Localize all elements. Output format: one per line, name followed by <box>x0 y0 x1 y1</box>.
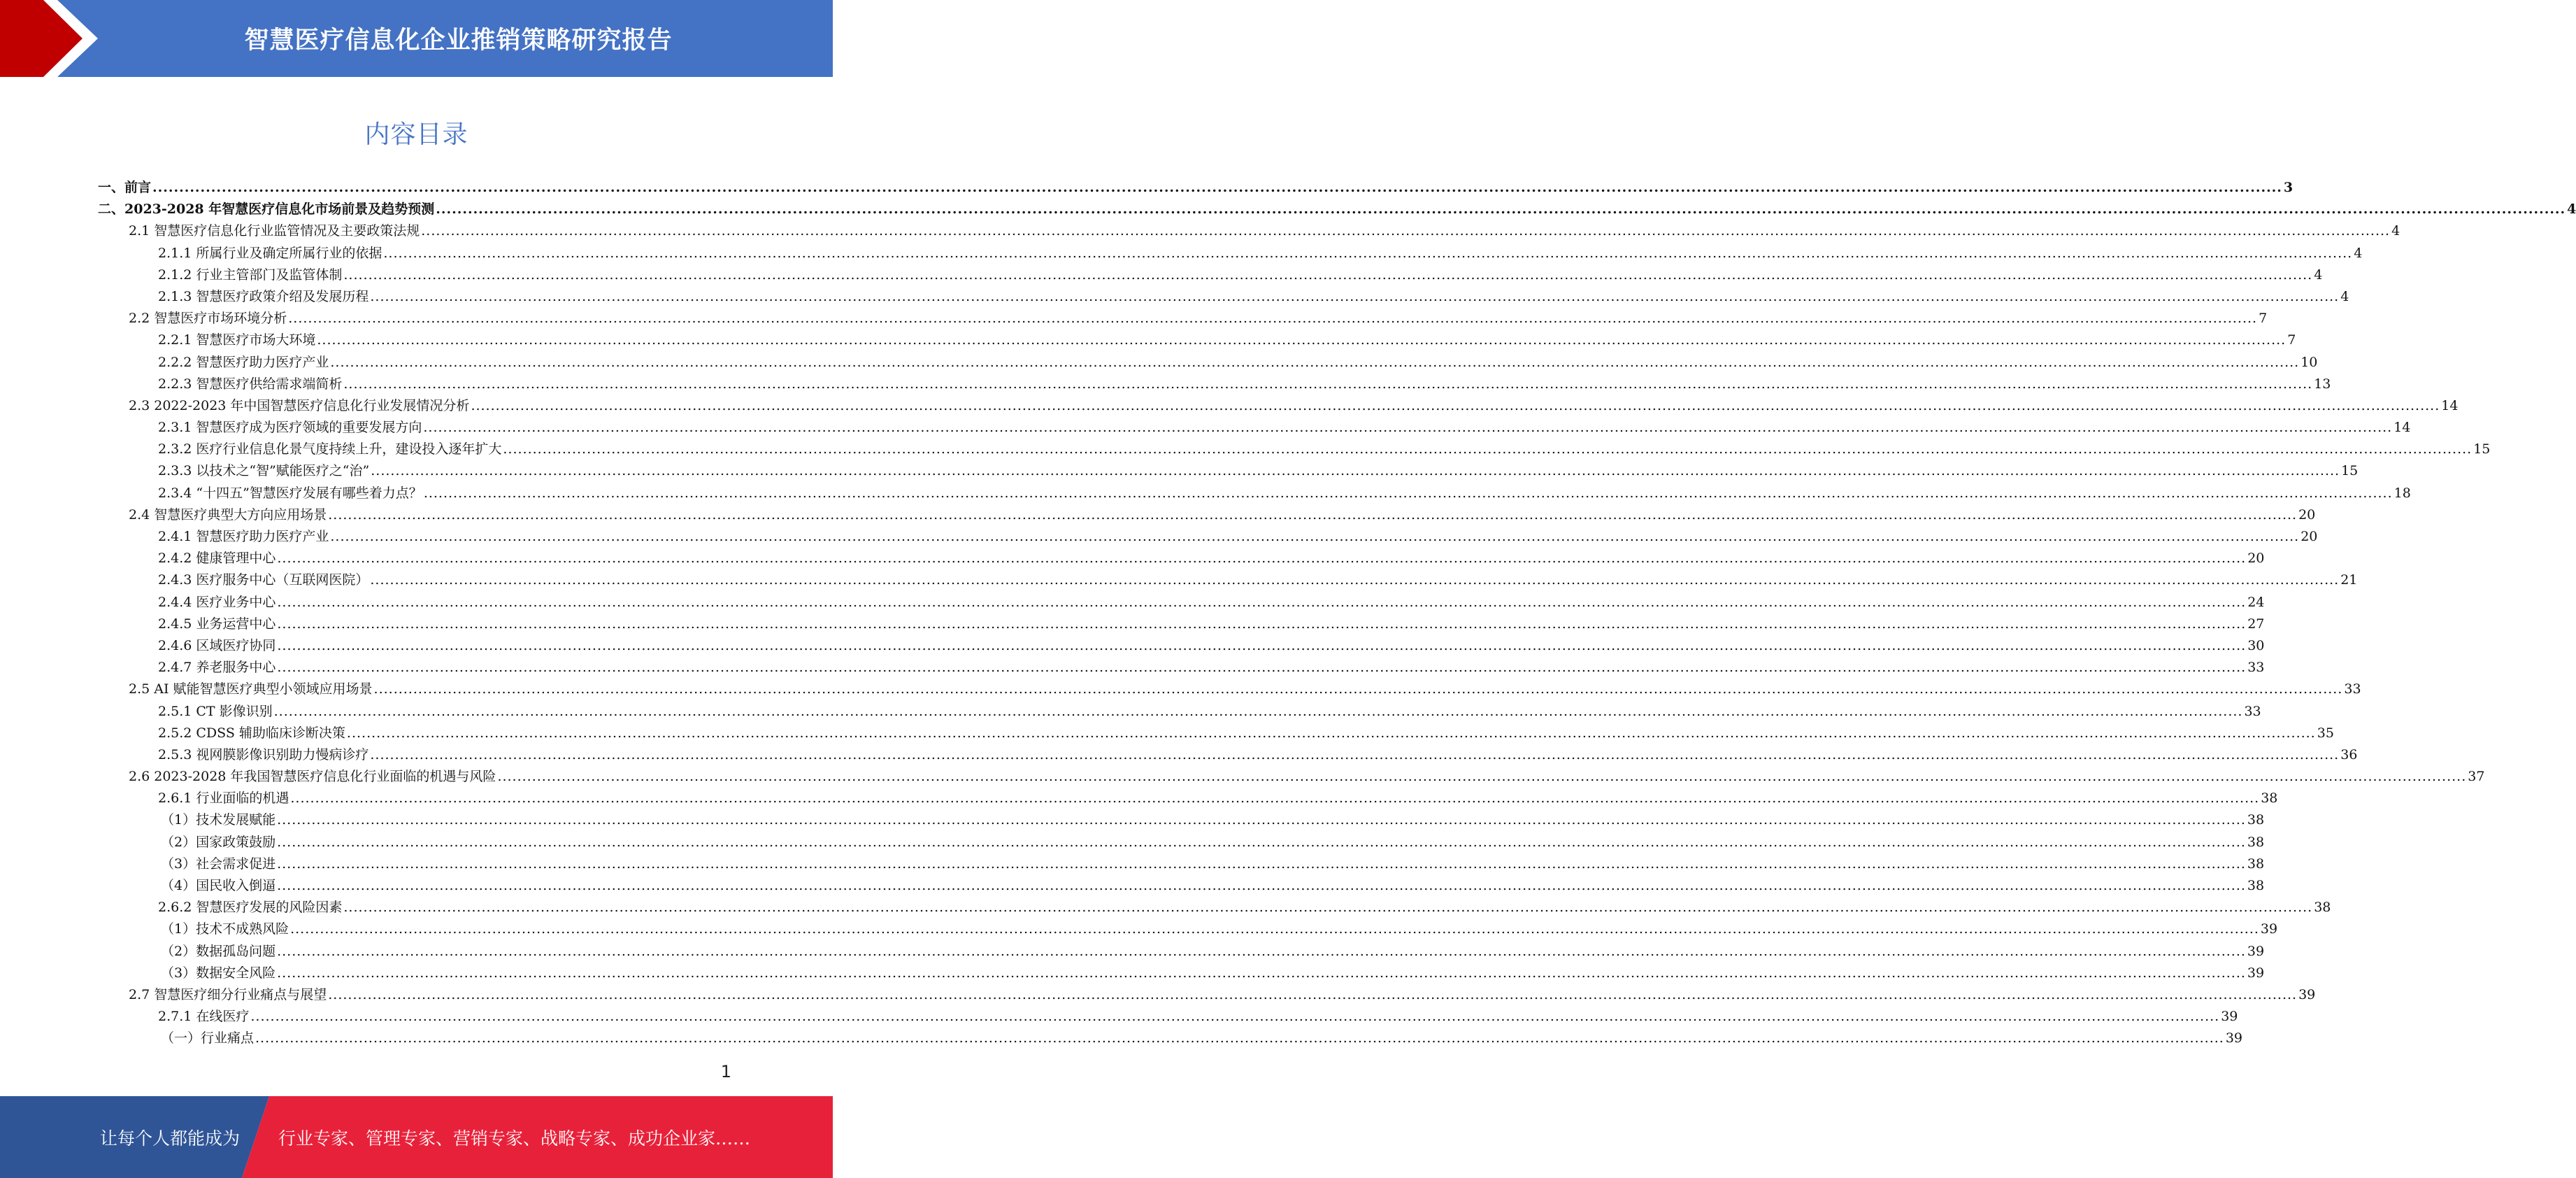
toc-entry[interactable] <box>98 788 2278 809</box>
toc-entry-label: 2.1 智慧医疗信息化行业监管情况及主要政策法规 <box>129 223 420 239</box>
toc-entry[interactable] <box>98 1006 2238 1028</box>
toc-entry[interactable] <box>98 220 2400 242</box>
toc-entry-page: 7 <box>2259 311 2268 327</box>
toc-dot-leader: ................................................................................................................................................................................................................................................................................................................................................................................................................ <box>290 921 2259 937</box>
footer-slogan-right: 行业专家、管理专家、营销专家、战略专家、成功企业家…… <box>278 1128 751 1149</box>
toc-entry-label: 2.3 2022-2023 年中国智慧医疗信息化行业发展情况分析 <box>129 397 470 413</box>
toc-entry-page: 20 <box>2300 529 2318 544</box>
toc-entry[interactable] <box>98 963 2265 984</box>
toc-entry-label: 2.7.1 在线医疗 <box>158 1009 250 1025</box>
toc-dot-leader: ................................................................................................................................................................................................................................................................................................................................................................................................................ <box>370 572 2340 588</box>
report-title: 智慧医疗信息化企业推销策略研究报告 <box>244 27 673 55</box>
footer-slogan-left: 让每个人都能成为 <box>100 1128 241 1149</box>
toc-entry-label: 2.4.7 养老服务中心 <box>158 660 276 676</box>
toc-entry-label: 2.2.2 智慧医疗助力医疗产业 <box>158 354 329 370</box>
toc-heading: 内容目录 <box>364 120 468 149</box>
toc-dot-leader: ................................................................................................................................................................................................................................................................................................................................................................................................................ <box>423 420 2393 436</box>
toc-dot-leader: ................................................................................................................................................................................................................................................................................................................................................................................................................ <box>343 900 2313 916</box>
toc-dot-leader: ................................................................................................................................................................................................................................................................................................................................................................................................................ <box>371 463 2340 479</box>
toc-entry-label: （4）国民收入倒逼 <box>161 878 276 893</box>
toc-entry-label: 2.4.3 医疗服务中心（互联网医院） <box>158 572 369 588</box>
toc-dot-leader: ................................................................................................................................................................................................................................................................................................................................................................................................................ <box>436 201 2566 218</box>
toc-entry-page: 36 <box>2340 746 2358 762</box>
toc-entry[interactable] <box>98 1028 2243 1049</box>
toc-entry-page: 39 <box>2225 1030 2243 1046</box>
toc-entry-label: 2.6 2023-2028 年我国智慧医疗信息化行业面临的机遇与风险 <box>129 769 496 785</box>
table-of-contents <box>98 177 2576 1050</box>
toc-entry-page: 27 <box>2247 616 2265 632</box>
toc-entry-page: 3 <box>2283 180 2294 195</box>
toc-dot-leader: ................................................................................................................................................................................................................................................................................................................................................................................................................ <box>471 397 2440 413</box>
toc-entry[interactable] <box>98 723 2334 744</box>
toc-entry-label: 2.4.1 智慧医疗助力医疗产业 <box>158 529 329 544</box>
toc-entry[interactable] <box>98 526 2318 548</box>
toc-entry[interactable] <box>98 744 2358 766</box>
toc-dot-leader: ................................................................................................................................................................................................................................................................................................................................................................................................................ <box>152 180 2282 195</box>
toc-entry-label: 2.5 AI 赋能智慧医疗典型小领域应用场景 <box>129 681 373 697</box>
toc-entry[interactable] <box>98 592 2265 613</box>
toc-dot-leader: ................................................................................................................................................................................................................................................................................................................................................................................................................ <box>330 529 2300 544</box>
toc-entry-page: 30 <box>2247 637 2265 653</box>
toc-entry[interactable] <box>98 613 2265 635</box>
toc-entry[interactable] <box>98 548 2265 569</box>
toc-entry-page: 38 <box>2247 878 2265 893</box>
toc-dot-leader: ................................................................................................................................................................................................................................................................................................................................................................................................................ <box>497 769 2467 785</box>
toc-entry[interactable] <box>98 374 2331 395</box>
toc-entry-page: 4 <box>2354 245 2363 261</box>
toc-entry[interactable] <box>98 853 2265 875</box>
toc-entry-label: 2.5.1 CT 影像识别 <box>158 703 273 719</box>
toc-entry-page: 38 <box>2247 812 2265 828</box>
toc-entry[interactable] <box>98 177 2294 199</box>
toc-entry-label: 2.3.3 以技术之“智”赋能医疗之“治” <box>158 463 370 479</box>
toc-dot-leader: ................................................................................................................................................................................................................................................................................................................................................................................................................ <box>503 441 2473 457</box>
toc-dot-leader: ................................................................................................................................................................................................................................................................................................................................................................................................................ <box>250 1009 2220 1025</box>
page-number: 1 <box>720 1062 731 1081</box>
toc-entry-page: 4 <box>2340 288 2349 304</box>
toc-entry[interactable] <box>98 809 2265 831</box>
toc-dot-leader: ................................................................................................................................................................................................................................................................................................................................................................................................................ <box>343 267 2313 283</box>
toc-entry-page: 4 <box>2391 223 2400 239</box>
toc-entry-page: 4 <box>2567 201 2576 218</box>
toc-entry[interactable] <box>98 569 2358 591</box>
toc-entry-label: 2.4 智慧医疗典型大方向应用场景 <box>129 506 327 523</box>
toc-entry-label: （3）数据安全风险 <box>161 965 276 981</box>
toc-entry-label: 2.3.2 医疗行业信息化景气度持续上升，建设投入逐年扩大 <box>158 441 502 457</box>
toc-entry[interactable] <box>98 308 2268 329</box>
header-banner <box>0 0 833 77</box>
toc-entry-label: （2）数据孤岛问题 <box>161 943 276 959</box>
toc-dot-leader: ................................................................................................................................................................................................................................................................................................................................................................................................................ <box>343 376 2313 392</box>
toc-entry-page: 38 <box>2261 790 2278 807</box>
toc-entry-page: 35 <box>2317 725 2334 741</box>
toc-entry[interactable] <box>98 875 2265 897</box>
toc-dot-leader: ................................................................................................................................................................................................................................................................................................................................................................................................................ <box>383 245 2353 261</box>
toc-entry[interactable] <box>98 460 2359 482</box>
toc-dot-leader: ................................................................................................................................................................................................................................................................................................................................................................................................................ <box>328 506 2298 523</box>
toc-entry[interactable] <box>98 941 2265 963</box>
toc-entry-label: 2.2.1 智慧医疗市场大环境 <box>158 332 316 348</box>
toc-entry-page: 18 <box>2393 485 2411 501</box>
toc-entry[interactable] <box>98 286 2349 308</box>
toc-entry[interactable] <box>98 832 2265 853</box>
toc-entry[interactable] <box>98 243 2363 264</box>
toc-entry-label: （1）技术发展赋能 <box>161 812 276 828</box>
toc-dot-leader: ................................................................................................................................................................................................................................................................................................................................................................................................................ <box>288 311 2258 327</box>
toc-entry-label: 2.3.1 智慧医疗成为医疗领域的重要发展方向 <box>158 420 422 436</box>
toc-entry[interactable] <box>98 504 2316 526</box>
header-red-arrow <box>0 0 83 77</box>
toc-entry-label: 2.2 智慧医疗市场环境分析 <box>129 311 287 327</box>
toc-dot-leader: ................................................................................................................................................................................................................................................................................................................................................................................................................ <box>277 594 2247 610</box>
toc-entry-page: 39 <box>2247 965 2265 981</box>
toc-entry-page: 7 <box>2287 332 2296 348</box>
toc-entry-label: 一、前言 <box>98 180 152 195</box>
toc-entry-page: 4 <box>2314 267 2323 283</box>
toc-entry[interactable] <box>98 766 2485 788</box>
toc-entry-label: 2.6.1 行业面临的机遇 <box>158 790 289 807</box>
toc-dot-leader: ................................................................................................................................................................................................................................................................................................................................................................................................................ <box>317 332 2287 348</box>
toc-dot-leader: ................................................................................................................................................................................................................................................................................................................................................................................................................ <box>255 1030 2224 1046</box>
toc-entry-label: 2.2.3 智慧医疗供给需求端简析 <box>158 376 343 392</box>
toc-dot-leader: ................................................................................................................................................................................................................................................................................................................................................................................................................ <box>277 856 2246 872</box>
toc-entry-label: 2.1.1 所属行业及确定所属行业的依据 <box>158 245 382 261</box>
toc-entry[interactable] <box>98 918 2278 940</box>
toc-entry-page: 15 <box>2473 441 2491 457</box>
toc-entry-label: 2.3.4 “十四五”智慧医疗发展有哪些着力点？ <box>158 485 422 501</box>
toc-entry-page: 39 <box>2260 921 2278 937</box>
toc-entry-label: （一）行业痛点 <box>161 1030 255 1046</box>
toc-dot-leader: ................................................................................................................................................................................................................................................................................................................................................................................................................ <box>277 834 2246 850</box>
toc-entry-page: 38 <box>2247 834 2265 850</box>
toc-entry-label: 2.5.3 视网膜影像识别助力慢病诊疗 <box>158 746 369 762</box>
toc-entry-label: （2）国家政策鼓励 <box>161 834 276 850</box>
toc-entry[interactable] <box>98 701 2261 723</box>
toc-entry[interactable] <box>98 329 2296 351</box>
toc-entry-page: 33 <box>2344 681 2361 697</box>
toc-dot-leader: ................................................................................................................................................................................................................................................................................................................................................................................................................ <box>277 812 2246 828</box>
toc-entry[interactable] <box>98 395 2459 417</box>
toc-entry[interactable] <box>98 483 2411 504</box>
toc-entry[interactable] <box>98 984 2316 1006</box>
toc-entry-page: 24 <box>2247 594 2265 610</box>
toc-dot-leader: ................................................................................................................................................................................................................................................................................................................................................................................................................ <box>370 746 2340 762</box>
toc-dot-leader: ................................................................................................................................................................................................................................................................................................................................................................................................................ <box>277 616 2247 632</box>
toc-entry-label: 2.1.2 行业主管部门及监管体制 <box>158 267 343 283</box>
toc-entry-page: 33 <box>2247 660 2265 676</box>
toc-entry-page: 37 <box>2468 769 2485 785</box>
toc-entry-page: 21 <box>2340 572 2358 588</box>
toc-entry[interactable] <box>98 264 2323 286</box>
toc-entry-label: 2.4.5 业务运营中心 <box>158 616 276 632</box>
toc-entry-label: 2.7 智慧医疗细分行业痛点与展望 <box>129 986 327 1002</box>
toc-dot-leader: ................................................................................................................................................................................................................................................................................................................................................................................................................ <box>346 725 2316 741</box>
toc-entry-page: 38 <box>2314 900 2331 916</box>
toc-entry-label: 2.5.2 CDSS 辅助临床诊断决策 <box>158 725 345 741</box>
toc-entry-page: 20 <box>2298 506 2316 523</box>
toc-entry-page: 39 <box>2298 986 2316 1002</box>
toc-dot-leader: ................................................................................................................................................................................................................................................................................................................................................................................................................ <box>373 681 2343 697</box>
toc-entry[interactable] <box>98 199 2576 220</box>
toc-entry-page: 38 <box>2247 856 2265 872</box>
toc-entry-page: 10 <box>2300 354 2318 370</box>
toc-entry-page: 14 <box>2441 397 2459 413</box>
toc-entry[interactable] <box>98 679 2361 700</box>
toc-entry-page: 20 <box>2247 551 2265 567</box>
toc-dot-leader: ................................................................................................................................................................................................................................................................................................................................................................................................................ <box>290 790 2260 807</box>
toc-entry-page: 13 <box>2314 376 2331 392</box>
toc-entry[interactable] <box>98 439 2491 460</box>
toc-dot-leader: ................................................................................................................................................................................................................................................................................................................................................................................................................ <box>277 878 2246 893</box>
toc-dot-leader: ................................................................................................................................................................................................................................................................................................................................................................................................................ <box>277 637 2247 653</box>
toc-entry-label: 2.1.3 智慧医疗政策介绍及发展历程 <box>158 288 369 304</box>
toc-dot-leader: ................................................................................................................................................................................................................................................................................................................................................................................................................ <box>273 703 2243 719</box>
toc-dot-leader: ................................................................................................................................................................................................................................................................................................................................................................................................................ <box>370 288 2340 304</box>
toc-entry-label: （3）社会需求促进 <box>161 856 276 872</box>
toc-entry-label: （1）技术不成熟风险 <box>161 921 289 937</box>
toc-entry-page: 39 <box>2221 1009 2238 1025</box>
toc-entry[interactable] <box>98 897 2331 918</box>
toc-entry-label: 2.4.2 健康管理中心 <box>158 551 276 567</box>
toc-dot-leader: ................................................................................................................................................................................................................................................................................................................................................................................................................ <box>328 986 2298 1002</box>
toc-dot-leader: ................................................................................................................................................................................................................................................................................................................................................................................................................ <box>277 943 2246 959</box>
toc-dot-leader: ................................................................................................................................................................................................................................................................................................................................................................................................................ <box>277 660 2247 676</box>
toc-entry[interactable] <box>98 657 2265 679</box>
toc-dot-leader: ................................................................................................................................................................................................................................................................................................................................................................................................................ <box>330 354 2300 370</box>
toc-entry[interactable] <box>98 635 2265 657</box>
toc-entry-label: 2.4.4 医疗业务中心 <box>158 594 276 610</box>
toc-dot-leader: ................................................................................................................................................................................................................................................................................................................................................................................................................ <box>421 223 2391 239</box>
toc-entry-page: 14 <box>2393 420 2411 436</box>
toc-entry-page: 39 <box>2247 943 2265 959</box>
toc-dot-leader: ................................................................................................................................................................................................................................................................................................................................................................................................................ <box>423 485 2393 501</box>
toc-entry-page: 15 <box>2341 463 2359 479</box>
footer-banner <box>0 1096 833 1178</box>
toc-entry-label: 2.4.6 区域医疗协同 <box>158 637 276 653</box>
toc-entry-label: 二、2023-2028 年智慧医疗信息化市场前景及趋势预测 <box>98 201 435 218</box>
toc-entry-page: 33 <box>2244 703 2261 719</box>
toc-entry-label: 2.6.2 智慧医疗发展的风险因素 <box>158 900 343 916</box>
toc-entry[interactable] <box>98 352 2318 374</box>
toc-entry[interactable] <box>98 417 2411 439</box>
toc-dot-leader: ................................................................................................................................................................................................................................................................................................................................................................................................................ <box>277 965 2246 981</box>
toc-dot-leader: ................................................................................................................................................................................................................................................................................................................................................................................................................ <box>277 551 2247 567</box>
